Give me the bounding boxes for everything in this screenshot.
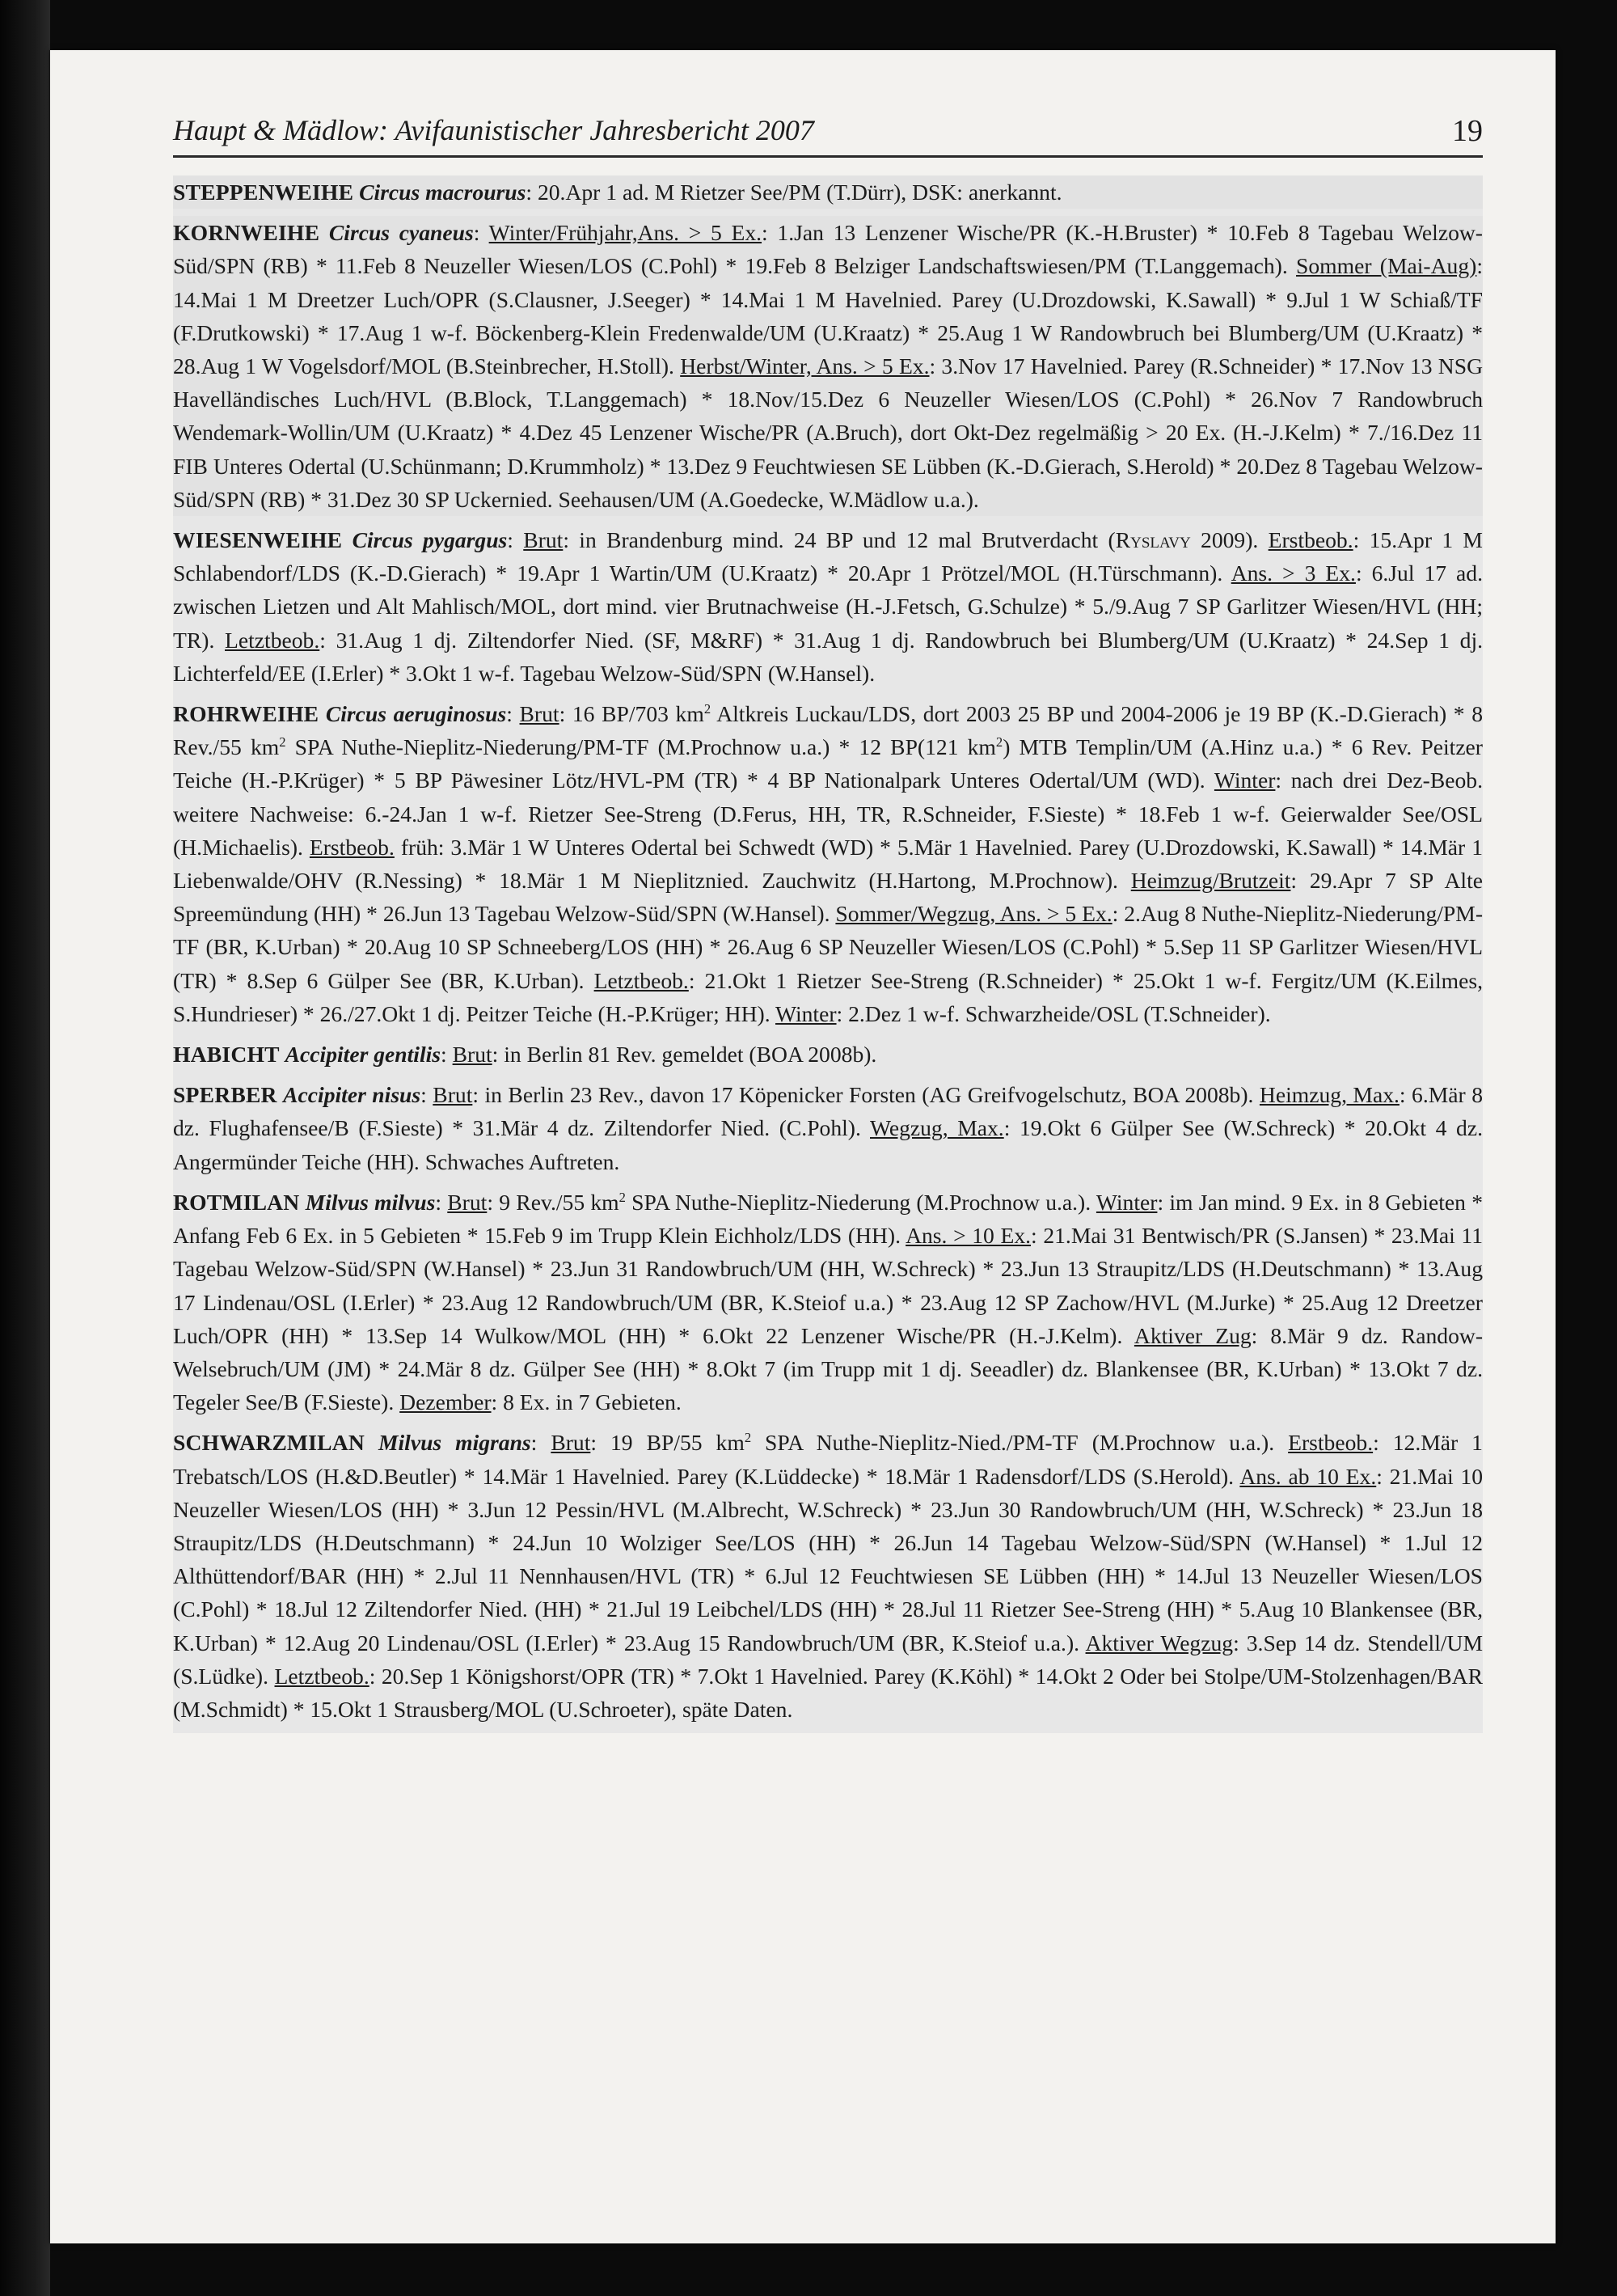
observation-text: : 14.Mai 1 M Dreetzer Luch/OPR (S.Clausner, J.Seeger) * 14.Mai 1 M Havelnied. Parey (U.Drozdowski, K.Sawall) * 9.Jul 1 W Schiaß/TF (F.Drutkowski) * 17.Aug 1 w-f. Böckenberg-Klein Fredenwalde/UM (U.Kraatz) * 25.Aug 1 W Randowbruch bei Blumberg/UM (U.Kraatz) * 28.Aug 1 W Vogelsdorf/MOL (B.Steinbrecher, H.Stoll). [173,253,1484,379]
species-name: SPERBER [173,1082,277,1108]
running-header [173,107,1483,158]
species-entry-rohrweihe [173,697,1483,1030]
page-number: 19 [1452,114,1483,148]
latin-name: Circus pygargus [352,527,508,553]
species-name: STEPPENWEIHE [173,180,354,205]
section-label: Ans. > 10 Ex. [906,1223,1032,1249]
section-label: Winter [1214,767,1276,793]
section-label: Wegzug, Max. [870,1115,1004,1141]
observation-text: : in Berlin 81 Rev. gemeldet (BOA 2008b). [492,1042,877,1068]
section-label: Letztbeob. [593,967,689,993]
observation-text: : 6.Mär 8 dz. Flughafensee/B (F.Sieste) * 31.Mär 4 dz. Ziltendorfer Nied. (C.Pohl). [173,1082,1483,1141]
observation-text: ) MTB Templin/UM (A.Hinz u.a.) * 6 Rev. Peitzer Teiche (H.-P.Krüger) * 5 BP Päwesiner Lötz/HVL-PM (TR) * 4 BP Nationalpark Unteres Odertal/UM (WD). [173,734,1483,793]
section-label: Brut [433,1082,473,1108]
observation-text: : 2.Dez 1 w-f. Schwarzheide/OSL (T.Schneider). [836,1000,1271,1026]
observation-text: : [441,1042,453,1068]
observation-text: : in Berlin 23 Rev., davon 17 Köpenicker Forsten (AG Greifvogelschutz, BOA 2008b). [472,1082,1260,1108]
observation-text: : 1.Jan 13 Lenzener Wische/PR (K.-H.Bruster) * 10.Feb 8 Tagebau Welzow-Süd/SPN (RB) * 11.Feb 8 Neuzeller Wiesen/LOS (C.Pohl) * 19.Feb 8 Belziger Landschaftswiesen/PM (T.Langgemach). [173,220,1483,279]
observation-text: : nach drei Dez-Beob. weitere Nachweise: 6.-24.Jan 1 w-f. Rietzer See-Streng (D.Ferus, HH, TR, R.Schneider, F.Sieste) * 18.Feb 1 w-f. Geierwalder See/OSL (H.Michaelis). [173,767,1484,860]
observation-text: : [507,527,524,553]
observation-text: : in Brandenburg mind. 24 BP und 12 mal Brutverdacht ( [563,527,1116,553]
section-label: Heimzug/Brutzeit [1130,868,1291,894]
species-name: WIESENWEIHE [173,527,343,553]
observation-text: SPA Nuthe-Nieplitz-Nied./PM-TF (M.Prochnow u.a.). [751,1430,1289,1456]
superscript: 2 [703,700,711,717]
section-label: Winter [1096,1189,1158,1215]
latin-name: Milvus milvus [305,1189,436,1215]
observation-text: : 8 Ex. in 7 Gebieten. [491,1389,682,1415]
section-label: Dezember [399,1389,492,1415]
observation-text: : 3.Sep 14 dz. Stendell/UM (S.Lüdke). [173,1630,1483,1689]
section-label: Ans. ab 10 Ex. [1239,1463,1377,1489]
section-label: Erstbeob. [1268,527,1353,553]
species-name: ROTMILAN [173,1189,300,1215]
observation-text: : [506,701,520,727]
observation-text: : 2.Aug 8 Nuthe-Nieplitz-Niederung/PM-TF (BR, K.Urban) * 20.Aug 10 SP Schneeberg/LOS (HH) * 26.Aug 6 SP Neuzeller Wiesen/LOS (C.Pohl) * 5.Sep 11 SP Garlitzer Wiesen/HVL (TR) * 8.Sep 6 Gülper See (BR, K.Urban). [173,901,1484,993]
species-name: HABICHT [173,1042,280,1068]
observation-text: : 29.Apr 7 SP Alte Spreemündung (HH) * 26.Jun 13 Tagebau Welzow-Süd/SPN (W.Hansel). [173,868,1483,927]
latin-name: Accipiter gentilis [285,1042,441,1068]
observation-text: : 21.Okt 1 Rietzer See-Streng (R.Schneider) * 25.Okt 1 w-f. Fergitz/UM (K.Eilmes, S.Hundrieser) * 26./27.Okt 1 dj. Peitzer Teiche (H.-P.Krüger; HH). [173,967,1483,1026]
observation-text: : 8.Mär 9 dz. Randow-Welsebruch/UM (JM) * 24.Mär 8 dz. Gülper See (HH) * 8.Okt 7 (im Trupp mit 1 dj. Seeadler) dz. Blankensee (BR, K.Urban) * 13.Okt 7 dz. Tegeler See/B (F.Sieste). [173,1322,1484,1415]
observation-text: : 9 Rev./55 km [487,1189,619,1215]
observation-text: 2009). [1190,527,1269,553]
section-label: Sommer/Wegzug, Ans. > 5 Ex. [835,901,1112,927]
species-entry-schwarzmilan [173,1426,1483,1726]
section-label: Winter/Frühjahr,Ans. > 5 Ex. [488,220,762,246]
species-entry-rotmilan [173,1186,1483,1419]
scan-border [0,0,50,2296]
species-name: ROHRWEIHE [173,701,319,727]
observation-text: : 3.Nov 17 Havelnied. Parey (R.Schneider) * 17.Nov 13 NSG Havelländisches Luch/HVL (B.Block, T.Langgemach) * 18.Nov/15.Dez 6 Neuzeller Wiesen/LOS (C.Pohl) * 26.Nov 7 Randowbruch Wendemark-Wollin/UM (U.Kraatz) * 4.Dez 45 Lenzener Wische/PR (A.Bruch), dort Okt-Dez regelmäßig > 20 Ex. (H.-J.Kelm) * 7./16.Dez 11 FIB Unteres Odertal (U.Schünmann; D.Krummholz) * 13.Dez 9 Feuchtwiesen SE Lübben (K.-D.Gierach, S.Herold) * 20.Dez 8 Tagebau Welzow-Süd/SPN (RB) * 31.Dez 30 SP Uckernied. Seehausen/UM (A.Goedecke, W.Mädlow u.a.). [173,353,1483,512]
observation-text: : [435,1189,448,1215]
species-entry-steppenweihe [173,175,1483,209]
observation-text: SPA Nuthe-Nieplitz-Niederung (M.Prochnow u.a.). [625,1189,1096,1215]
superscript: 2 [279,734,286,751]
species-accounts [173,175,1483,1733]
observation-text: : im Jan mind. 9 Ex. in 8 Gebieten * Anfang Feb 6 Ex. in 5 Gebieten * 15.Feb 9 im Trupp Klein Eichholz/LDS (HH). [173,1189,1483,1249]
latin-name: Circus macrourus [359,180,526,205]
section-label: Brut [551,1430,591,1456]
observation-text: : 12.Mär 1 Trebatsch/LOS (H.&D.Beutler) * 14.Mär 1 Havelnied. Parey (K.Lüddecke) * 18.Mär 1 Radensdorf/LDS (S.Herold). [173,1430,1483,1489]
species-name: SCHWARZMILAN [173,1430,365,1456]
observation-text: : 20.Sep 1 Königshorst/OPR (TR) * 7.Okt 1 Havelnied. Parey (K.Köhl) * 14.Okt 2 Oder bei Stolpe/UM-Stolzenhagen/BAR (M.Schmidt) * 15.Okt 1 Strausberg/MOL (U.Schroeter), späte Daten. [173,1663,1484,1722]
section-label: Ans. > 3 Ex. [1231,560,1356,586]
species-entry-habicht [173,1038,1483,1071]
running-title: Haupt & Mädlow: Avifaunistischer Jahresbericht 2007 [173,114,814,146]
observation-text: : 21.Mai 10 Neuzeller Wiesen/LOS (HH) * 3.Jun 12 Pessin/HVL (M.Albrecht, W.Schreck) * 23.Jun 30 Randowbruch/UM (HH, W.Schreck) * 23.Jun 18 Straupitz/LDS (H.Deutschmann) * 24.Jun 10 Wolziger See/LOS (HH) * 26.Jun 14 Tagebau Welzow-Süd/SPN (W.Hansel) * 1.Jul 12 Althüttendorf/BAR (HH) * 2.Jul 11 Nennhausen/HVL (TR) * 6.Jul 12 Feuchtwiesen SE Lübben (HH) * 14.Jul 13 Neuzeller Wiesen/LOS (C.Pohl) * 18.Jul 12 Ziltendorfer Nied. (HH) * 21.Jul 19 Leibchel/LDS (HH) * 28.Jul 11 Rietzer See-Streng (HH) * 5.Aug 10 Blankensee (BR, K.Urban) * 12.Aug 20 Lindenau/OSL (I.Erler) * 23.Aug 15 Randowbruch/UM (BR, K.Steiof u.a.). [173,1463,1483,1655]
section-label: Letztbeob. [274,1663,369,1689]
section-label: Aktiver Wegzug [1085,1630,1234,1655]
observation-text: : 19 BP/55 km [590,1430,745,1456]
section-label: Sommer (Mai-Aug) [1296,253,1477,279]
section-label: Brut [452,1042,492,1068]
section-label: Heimzug, Max. [1259,1082,1400,1108]
section-label: Erstbeob. [1288,1430,1374,1456]
latin-name: Milvus migrans [378,1430,531,1456]
superscript: 2 [619,1189,626,1205]
species-entry-wiesenweihe [173,523,1483,690]
observation-text: Altkreis Luckau/LDS, dort 2003 25 BP und 2004-2006 je 19 BP (K.-D.Gierach) * 8 Rev./55 km [173,701,1484,760]
species-entry-sperber [173,1078,1483,1178]
section-label: Brut [523,527,564,553]
superscript: 2 [995,734,1003,751]
species-name: KORNWEIHE [173,220,320,246]
observation-text: : 15.Apr 1 M Schlabendorf/LDS (K.-D.Gierach) * 19.Apr 1 Wartin/UM (U.Kraatz) * 20.Apr 1 Prötzel/MOL (H.Türschmann). [173,527,1483,586]
latin-name: Accipiter nisus [283,1082,421,1108]
document-page [50,50,1556,2243]
superscript: 2 [744,1430,752,1446]
section-label: Brut [519,701,559,727]
citation-author: Ryslavy [1115,527,1191,553]
latin-name: Circus cyaneus [328,220,474,246]
observation-text: : 21.Mai 31 Bentwisch/PR (S.Jansen) * 23.Mai 11 Tagebau Welzow-Süd/SPN (W.Hansel) * 23.Jun 31 Randowbruch/UM (HH, W.Schreck) * 23.Jun 13 Straupitz/LDS (H.Deutschmann) * 13.Aug 17 Lindenau/OSL (I.Erler) * 23.Aug 12 Randowbruch/UM (BR, K.Steiof u.a.) * 23.Aug 12 SP Zachow/HVL (M.Jurke) * 25.Aug 12 Dreetzer Luch/OPR (HH) * 13.Sep 14 Wulkow/MOL (HH) * 6.Okt 22 Lenzener Wische/PR (H.-J.Kelm). [173,1223,1484,1348]
section-label: Brut [447,1189,488,1215]
observation-text: : 31.Aug 1 dj. Ziltendorfer Nied. (SF, M&RF) * 31.Aug 1 dj. Randowbruch bei Blumberg/UM (U.Kraatz) * 24.Sep 1 dj. Lichterfeld/EE (I.Erler) * 3.Okt 1 w-f. Tagebau Welzow-Süd/SPN (W.Hansel). [173,627,1484,686]
section-label: Erstbeob. [309,834,395,860]
section-label: Aktiver Zug [1134,1322,1252,1348]
section-label: Winter [775,1000,837,1026]
observation-text: : 20.Apr 1 ad. M Rietzer See/PM (T.Dürr), DSK: anerkannt. [526,180,1062,205]
observation-text: : [420,1082,433,1108]
observation-text: : [530,1430,551,1456]
observation-text: : [473,220,489,246]
section-label: Letztbeob. [225,627,320,653]
section-label: Herbst/Winter, Ans. > 5 Ex. [680,353,930,379]
latin-name: Circus aeruginosus [325,701,507,727]
observation-text: : 6.Jul 17 ad. zwischen Lietzen und Alt Mahlisch/MOL, dort mind. vier Brutnachweise (H.-J.Fetsch, G.Schulze) * 5./9.Aug 7 SP Garlitzer Wiesen/HVL (HH; TR). [173,560,1484,653]
observation-text: früh: 3.Mär 1 W Unteres Odertal bei Schwedt (WD) * 5.Mär 1 Havelnied. Parey (U.Drozdowski, K.Sawall) * 14.Mär 1 Liebenwalde/OHV (R.Nessing) * 18.Mär 1 M Nieplitznied. Zauchwitz (H.Hartong, M.Prochnow). [173,834,1483,894]
species-entry-kornweihe [173,216,1483,516]
observation-text: SPA Nuthe-Nieplitz-Niederung/PM-TF (M.Prochnow u.a.) * 12 BP(121 km [285,734,996,760]
observation-text: : 16 BP/703 km [559,701,704,727]
observation-text: : 19.Okt 6 Gülper See (W.Schreck) * 20.Okt 4 dz. Angermünder Teiche (HH). Schwaches Auftreten. [173,1115,1483,1174]
